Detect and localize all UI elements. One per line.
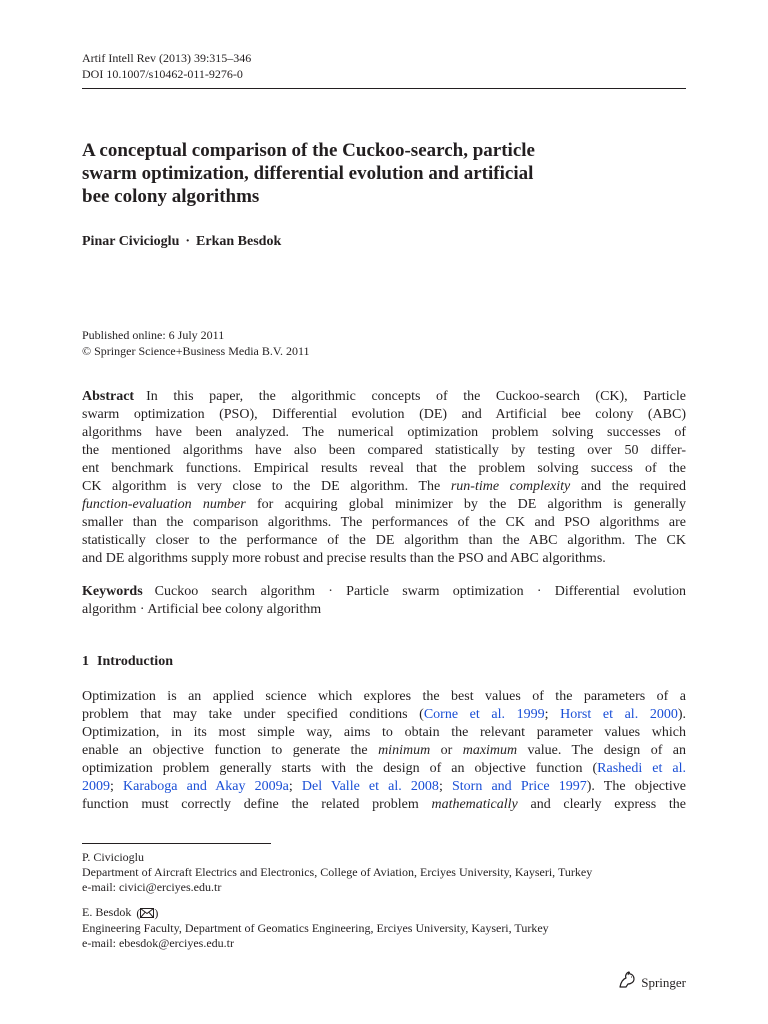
affiliation-name-row bbox=[82, 905, 686, 921]
abstract-label: Abstract bbox=[82, 389, 135, 404]
author-list bbox=[82, 233, 281, 251]
header-rule bbox=[82, 88, 686, 89]
journal-citation: Artif Intell Rev (2013) 39:315–346 bbox=[82, 51, 252, 65]
author-separator: · bbox=[185, 234, 191, 249]
keywords-line: algorithm · Artificial bee colony algorithm bbox=[82, 602, 322, 617]
affiliation-name: P. Civicioglu bbox=[82, 850, 145, 864]
title-line: bee colony algorithms bbox=[82, 186, 260, 207]
abstract-line: swarm optimization (PSO), Differential evolution (DE) and Artificial bee colony (ABC) bbox=[82, 407, 686, 422]
citation-link[interactable]: Corne et al. 1999 bbox=[423, 707, 545, 722]
body-line: 2009; Karaboga and Akay 2009a; Del Valle et al. 2008; Storn and Price 1997). The objective bbox=[82, 779, 687, 794]
paper-page bbox=[82, 0, 686, 1024]
abstract-line: ent benchmark functions. Empirical results reveal that the problem solving success of the bbox=[82, 461, 686, 476]
affiliation-block bbox=[82, 905, 686, 951]
affiliation-department: Department of Aircraft Electrics and Electronics, College of Aviation, Erciyes University, Kayseri, Turkey bbox=[82, 865, 593, 879]
abstract-line: smaller than the comparison algorithms. The performances of the CK and PSO algorithms are bbox=[82, 515, 686, 530]
abstract-line: and DE algorithms supply more robust and precise results than the PSO and ABC algorithms. bbox=[82, 551, 606, 566]
body-line: optimization problem generally starts with the design of an objective function (Rashedi et al. bbox=[82, 761, 686, 776]
affiliation-department: Engineering Faculty, Department of Geomatics Engineering, Erciyes University, Kayseri, Turkey bbox=[82, 921, 549, 935]
affiliation-block bbox=[82, 850, 686, 895]
paper-title bbox=[82, 139, 686, 208]
abstract bbox=[82, 388, 686, 568]
affiliation-email: e-mail: civici@erciyes.edu.tr bbox=[82, 880, 222, 894]
author-name: Erkan Besdok bbox=[196, 234, 282, 249]
keywords-label: Keywords bbox=[82, 584, 143, 599]
section-number: 1 bbox=[82, 654, 89, 669]
published-date: Published online: 6 July 2011 bbox=[82, 328, 225, 342]
envelope-icon: ( ) bbox=[136, 906, 159, 920]
abstract-line: function-evaluation number for acquiring global minimizer by the DE algorithm is generally bbox=[82, 497, 686, 512]
body-line: problem that may take under specified conditions (Corne et al. 1999; Horst et al. 2000). bbox=[82, 707, 686, 722]
springer-horse-icon bbox=[617, 971, 637, 994]
keywords bbox=[82, 583, 686, 619]
section-title: Introduction bbox=[97, 654, 173, 669]
keywords-line: Keywords Cuckoo search algorithm · Particle swarm optimization · Differential evolution bbox=[82, 584, 686, 599]
citation-link[interactable]: Storn and Price 1997 bbox=[451, 779, 587, 794]
citation-link[interactable]: 2009 bbox=[82, 779, 110, 794]
intro-paragraph bbox=[82, 688, 686, 814]
citation-link[interactable]: Horst et al. 2000 bbox=[560, 707, 678, 722]
publisher-name: Springer bbox=[641, 974, 686, 990]
citation-link[interactable]: Del Valle et al. 2008 bbox=[301, 779, 439, 794]
abstract-line: Abstract In this paper, the algorithmic concepts of the Cuckoo-search (CK), Particle bbox=[82, 389, 686, 404]
body-line: enable an objective function to generate the minimum or maximum value. The design of an bbox=[82, 743, 686, 758]
affiliation-name: E. Besdok bbox=[82, 905, 132, 919]
abstract-line: statistically closer to the performance of the DE algorithm than the ABC algorithm. The CK bbox=[82, 533, 686, 548]
author-name: Pinar Civicioglu bbox=[82, 234, 180, 249]
abstract-line: CK algorithm is very close to the DE algorithm. The run-time complexity and the required bbox=[82, 479, 686, 494]
publication-info bbox=[82, 327, 310, 359]
footnote-rule bbox=[82, 843, 271, 844]
copyright-notice: © Springer Science+Business Media B.V. 2011 bbox=[82, 344, 310, 358]
affiliation-email: e-mail: ebesdok@erciyes.edu.tr bbox=[82, 936, 234, 950]
citation-link[interactable]: Karaboga and Akay 2009a bbox=[123, 779, 289, 794]
springer-logo bbox=[617, 971, 686, 994]
abstract-line: the mentioned algorithms have also been compared statistically by testing over 50 differ- bbox=[82, 443, 686, 458]
abstract-line: algorithms have been analyzed. The numerical optimization problem solving successes of bbox=[82, 425, 686, 440]
title-line: swarm optimization, differential evolution and artificial bbox=[82, 163, 534, 184]
body-line: function must correctly define the related problem mathematically and clearly express the bbox=[82, 797, 687, 812]
body-line: Optimization, in its most simple way, aims to obtain the relevant parameter values which bbox=[82, 725, 686, 740]
title-line: A conceptual comparison of the Cuckoo-search, particle bbox=[82, 140, 535, 161]
body-line: Optimization is an applied science which explores the best values of the parameters of a bbox=[82, 689, 686, 704]
section-heading bbox=[82, 653, 173, 671]
journal-doi: DOI 10.1007/s10462-011-9276-0 bbox=[82, 67, 243, 81]
citation-link[interactable]: Rashedi et al. bbox=[597, 761, 686, 776]
journal-header bbox=[82, 50, 251, 82]
